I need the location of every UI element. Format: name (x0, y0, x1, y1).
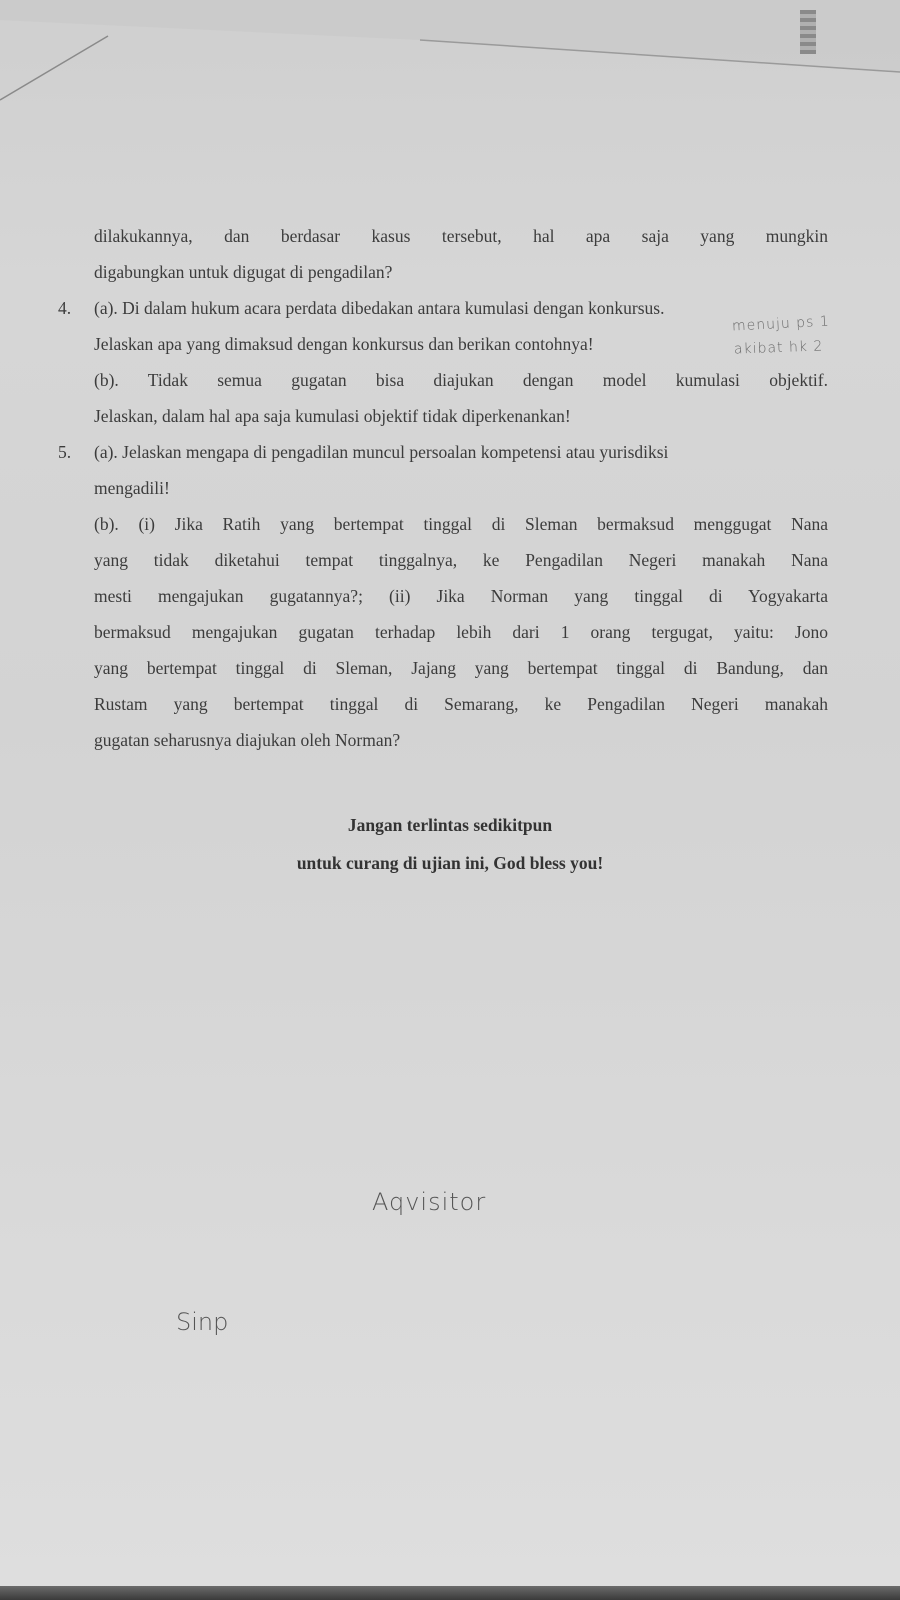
handwritten-advisor-label: Aqvisitor (372, 1188, 487, 1216)
q5b-line-5: yang bertempat tinggal di Sleman, Jajang yang bertempat tinggal di Bandung, dan (94, 658, 828, 678)
q4b-line-2: Jelaskan, dalam hal apa saja kumulasi objektif tidak diperkenankan! (94, 406, 571, 426)
closing-message (0, 806, 900, 882)
q5a-line-1: (a). Jelaskan mengapa di pengadilan muncul persoalan kompetensi atau yurisdiksi (94, 442, 669, 462)
handwritten-signature: Sinp (176, 1308, 229, 1336)
exam-questions (58, 218, 831, 758)
q5b-line-3: mesti mengajukan gugatannya?; (ii) Jika Norman yang tinggal di Yogyakarta (94, 586, 828, 606)
handwritten-margin-note-2: akibat hk 2 (733, 338, 824, 358)
q5b-line-7: gugatan seharusnya diajukan oleh Norman? (94, 730, 401, 750)
bottom-edge-shadow (0, 1586, 900, 1600)
question-3-continuation (58, 218, 828, 290)
question-4-number: 4. (58, 298, 72, 318)
q3-line-1: dilakukannya, dan berdasar kasus tersebut, hal apa saja yang mungkin (94, 226, 828, 246)
question-4 (58, 290, 831, 434)
q5b-line-1: (b). (i) Jika Ratih yang bertempat tinggal di Sleman bermaksud menggugat Nana (94, 514, 828, 534)
closing-line-1: Jangan terlintas sedikitpun (347, 815, 553, 835)
question-5 (58, 434, 828, 758)
closing-line-2: untuk curang di ujian ini, God bless you! (296, 853, 604, 873)
question-5-number: 5. (58, 442, 72, 462)
q5b-line-6: Rustam yang bertempat tinggal di Semarang, ke Pengadilan Negeri manakah (94, 694, 828, 714)
q5b-line-4: bermaksud mengajukan gugatan terhadap lebih dari 1 orang tergugat, yaitu: Jono (94, 622, 828, 642)
q4b-line-1: (b). Tidak semua gugatan bisa diajukan dengan model kumulasi objektif. (94, 370, 828, 390)
handwritten-margin-note-1: menuju ps 1 (731, 313, 831, 335)
q5b-line-2: yang tidak diketahui tempat tinggalnya, ke Pengadilan Negeri manakah Nana (94, 550, 828, 570)
q4a-line-2: Jelaskan apa yang dimaksud dengan konkursus dan berikan contohnya! (94, 334, 594, 354)
q3-line-2: digabungkan untuk digugat di pengadilan? (94, 262, 393, 282)
corner-mark (800, 10, 816, 54)
q4a-line-1: (a). Di dalam hukum acara perdata dibedakan antara kumulasi dengan konkursus. (94, 298, 665, 318)
paper-fold-shadow (0, 0, 900, 120)
q5a-line-2: mengadili! (94, 478, 170, 498)
